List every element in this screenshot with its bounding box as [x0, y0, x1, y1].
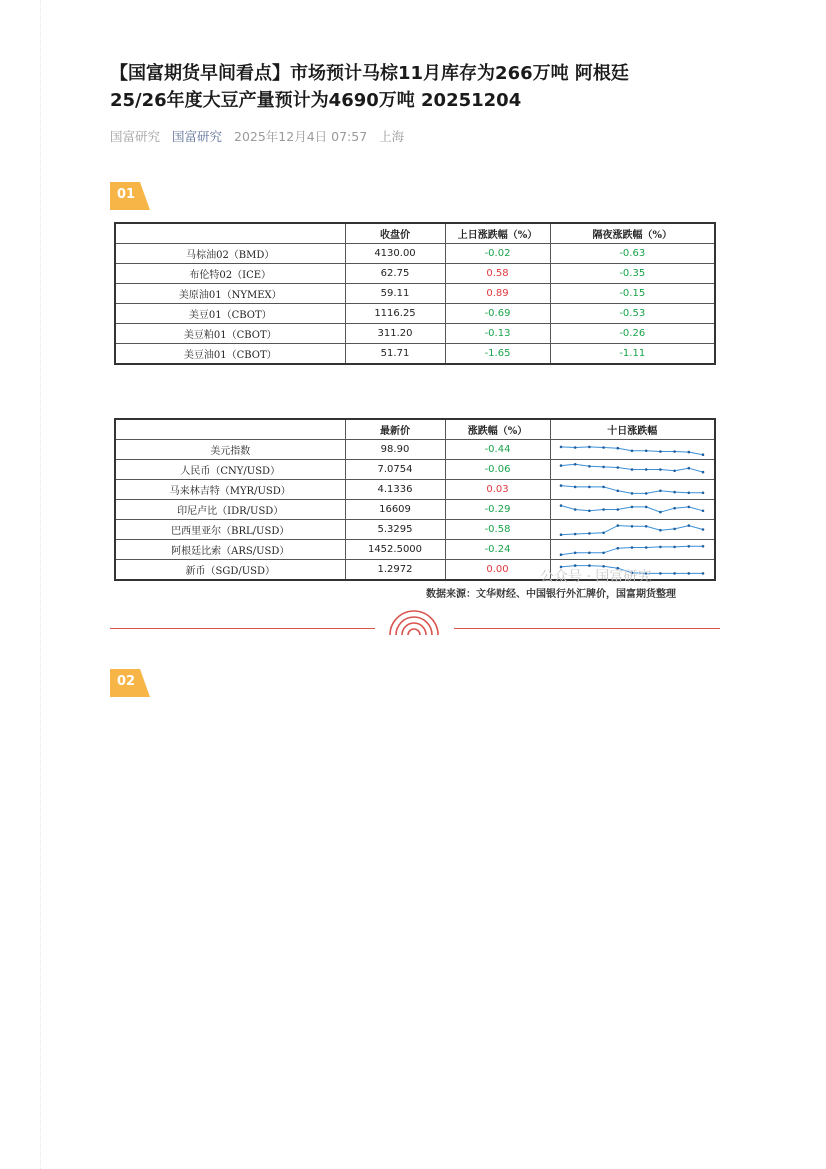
sparkline-point: [573, 533, 576, 536]
commodity-name: 美原油01（NYMEX）: [115, 284, 345, 304]
table-row: [115, 500, 715, 520]
header-cell: 隔夜涨跌幅（%）: [550, 223, 715, 244]
change-pct: -0.06: [445, 460, 550, 480]
divider-line-left: [110, 628, 375, 629]
section-badge-02: [110, 669, 154, 697]
table-row: [115, 540, 715, 560]
header-cell: 涨跌幅（%）: [445, 419, 550, 440]
sparkline-point: [701, 545, 704, 548]
prev-day-change: 0.89: [445, 284, 550, 304]
header-cell: 上日涨跌幅（%）: [445, 223, 550, 244]
ten-day-sparkline-cell: [550, 520, 715, 540]
commodity-name: 美豆粕01（CBOT）: [115, 324, 345, 344]
change-pct: -0.58: [445, 520, 550, 540]
sparkline-point: [630, 450, 633, 453]
sparkline-point: [673, 491, 676, 494]
currency-name: 新币（SGD/USD）: [115, 560, 345, 581]
sparkline-point: [673, 450, 676, 453]
sparkline-point: [559, 446, 562, 449]
table-row: [115, 520, 715, 540]
commodity-name: 布伦特02（ICE）: [115, 264, 345, 284]
table-row: [115, 244, 715, 264]
sparkline: [551, 500, 711, 519]
overnight-change: -0.53: [550, 304, 715, 324]
sparkline-point: [659, 529, 662, 532]
sparkline-point: [602, 508, 605, 511]
currency-name: 印尼卢比（IDR/USD）: [115, 500, 345, 520]
commodity-name: 美豆油01（CBOT）: [115, 344, 345, 365]
sparkline-point: [644, 506, 647, 509]
table-row: [115, 480, 715, 500]
sparkline-point: [687, 467, 690, 470]
currency-name: 人民币（CNY/USD）: [115, 460, 345, 480]
sparkline-point: [602, 552, 605, 555]
sparkline-point: [701, 528, 704, 531]
sparkline-point: [659, 450, 662, 453]
overnight-change: -0.15: [550, 284, 715, 304]
sparkline: [551, 440, 711, 459]
sparkline-point: [644, 546, 647, 549]
sparkline-point: [701, 453, 704, 456]
sparkline-point: [659, 468, 662, 471]
sparkline-point: [588, 552, 591, 555]
sparkline-point: [673, 546, 676, 549]
cloud-ornament-icon: [388, 608, 440, 636]
sparkline-point: [616, 524, 619, 527]
sparkline-point: [616, 508, 619, 511]
sparkline: [551, 480, 711, 499]
sparkline-point: [602, 532, 605, 535]
sparkline-point: [630, 468, 633, 471]
sparkline-point: [559, 464, 562, 467]
sparkline-point: [644, 450, 647, 453]
sparkline-point: [644, 468, 647, 471]
sparkline-point: [602, 486, 605, 489]
prev-day-change: -1.65: [445, 344, 550, 365]
close-price: 51.71: [345, 344, 445, 365]
prev-day-change: -0.02: [445, 244, 550, 264]
table-row: [115, 324, 715, 344]
latest-price: 1452.5000: [345, 540, 445, 560]
currency-name: 马来林吉特（MYR/USD）: [115, 480, 345, 500]
divider-line-right: [454, 628, 720, 629]
currency-name: 阿根廷比索（ARS/USD）: [115, 540, 345, 560]
sparkline-point: [687, 506, 690, 509]
latest-price: 16609: [345, 500, 445, 520]
sparkline-point: [687, 545, 690, 548]
sparkline-point: [588, 446, 591, 449]
currency-name: 巴西里亚尔（BRL/USD）: [115, 520, 345, 540]
sparkline-point: [630, 506, 633, 509]
sparkline-point: [573, 486, 576, 489]
sparkline-point: [588, 532, 591, 535]
watermark: 公众号 · 国富研究: [540, 569, 652, 585]
close-price: 4130.00: [345, 244, 445, 264]
change-pct: -0.29: [445, 500, 550, 520]
header-cell: [115, 419, 345, 440]
commodity-table: [114, 222, 716, 365]
close-price: 59.11: [345, 284, 445, 304]
publish-location: 上海: [379, 129, 405, 144]
article-title: [110, 60, 710, 114]
sparkline-point: [573, 508, 576, 511]
table-header-row: [115, 419, 715, 440]
account-link[interactable]: 国富研究: [172, 129, 223, 144]
sparkline-point: [616, 447, 619, 450]
sparkline-point: [673, 507, 676, 510]
sparkline-point: [701, 471, 704, 474]
sparkline-point: [659, 546, 662, 549]
close-price: 311.20: [345, 324, 445, 344]
sparkline-point: [616, 547, 619, 550]
table-row: [115, 344, 715, 365]
sparkline: [551, 540, 711, 559]
sparkline-point: [644, 525, 647, 528]
header-cell: 最新价: [345, 419, 445, 440]
sparkline-point: [659, 511, 662, 514]
header-cell: 十日涨跌幅: [550, 419, 715, 440]
ten-day-sparkline-cell: [550, 440, 715, 460]
section-badge-01: [110, 182, 154, 210]
section-number: 02: [116, 674, 136, 689]
change-pct: 0.03: [445, 480, 550, 500]
sparkline-point: [559, 533, 562, 536]
page-edge-dots: [40, 0, 41, 1169]
sparkline-point: [687, 524, 690, 527]
table-header-row: [115, 223, 715, 244]
change-pct: -0.24: [445, 540, 550, 560]
sparkline-point: [673, 572, 676, 575]
sparkline-point: [701, 492, 704, 495]
overnight-change: -0.35: [550, 264, 715, 284]
title-line-1: 【国富期货早间看点】市场预计马棕11月库存为266万吨 阿根廷: [110, 63, 629, 84]
title-line-2: 25/26年度大豆产量预计为4690万吨 20251204: [110, 90, 522, 111]
article-meta: [110, 127, 412, 145]
sparkline-point: [630, 546, 633, 549]
sparkline-point: [673, 470, 676, 473]
sparkline-point: [701, 510, 704, 513]
sparkline-point: [573, 446, 576, 449]
sparkline-point: [588, 465, 591, 468]
sparkline-point: [630, 492, 633, 495]
header-cell: [115, 223, 345, 244]
sparkline-point: [630, 525, 633, 528]
commodity-name: 美豆01（CBOT）: [115, 304, 345, 324]
fx-table: [114, 418, 716, 581]
close-price: 1116.25: [345, 304, 445, 324]
table-row: [115, 284, 715, 304]
sparkline-point: [616, 490, 619, 493]
table-row: [115, 460, 715, 480]
sparkline-point: [573, 552, 576, 555]
latest-price: 4.1336: [345, 480, 445, 500]
sparkline-point: [602, 446, 605, 449]
sparkline-point: [559, 504, 562, 507]
sparkline-point: [559, 553, 562, 556]
publish-date: 2025年12月4日 07:57: [234, 129, 368, 144]
section-number: 01: [116, 187, 136, 202]
ten-day-sparkline-cell: [550, 540, 715, 560]
prev-day-change: 0.58: [445, 264, 550, 284]
latest-price: 98.90: [345, 440, 445, 460]
overnight-change: -0.26: [550, 324, 715, 344]
commodity-name: 马棕油02（BMD）: [115, 244, 345, 264]
ten-day-sparkline-cell: [550, 460, 715, 480]
ten-day-sparkline-cell: [550, 480, 715, 500]
table-row: [115, 304, 715, 324]
sparkline-point: [588, 510, 591, 513]
sparkline: [551, 520, 711, 539]
sparkline-point: [687, 451, 690, 454]
sparkline-point: [701, 572, 704, 575]
latest-price: 1.2972: [345, 560, 445, 581]
original-label: 国富研究: [110, 129, 161, 144]
prev-day-change: -0.13: [445, 324, 550, 344]
latest-price: 5.3295: [345, 520, 445, 540]
header-cell: 收盘价: [345, 223, 445, 244]
sparkline: [551, 460, 711, 479]
change-pct: 0.00: [445, 560, 550, 581]
sparkline-point: [687, 572, 690, 575]
sparkline-point: [687, 492, 690, 495]
sparkline-point: [559, 484, 562, 487]
sparkline-point: [573, 463, 576, 466]
sparkline-point: [659, 572, 662, 575]
sparkline-point: [659, 490, 662, 493]
sparkline-point: [616, 466, 619, 469]
sparkline-point: [673, 528, 676, 531]
overnight-change: -1.11: [550, 344, 715, 365]
table-row: [115, 440, 715, 460]
prev-day-change: -0.69: [445, 304, 550, 324]
table-row: [115, 264, 715, 284]
data-source-note: 数据来源：文华财经、中国银行外汇牌价，国富期货整理: [426, 589, 676, 600]
sparkline-point: [588, 486, 591, 489]
sparkline-point: [644, 492, 647, 495]
sparkline-point: [602, 466, 605, 469]
overnight-change: -0.63: [550, 244, 715, 264]
close-price: 62.75: [345, 264, 445, 284]
change-pct: -0.44: [445, 440, 550, 460]
latest-price: 7.0754: [345, 460, 445, 480]
ten-day-sparkline-cell: [550, 500, 715, 520]
currency-name: 美元指数: [115, 440, 345, 460]
